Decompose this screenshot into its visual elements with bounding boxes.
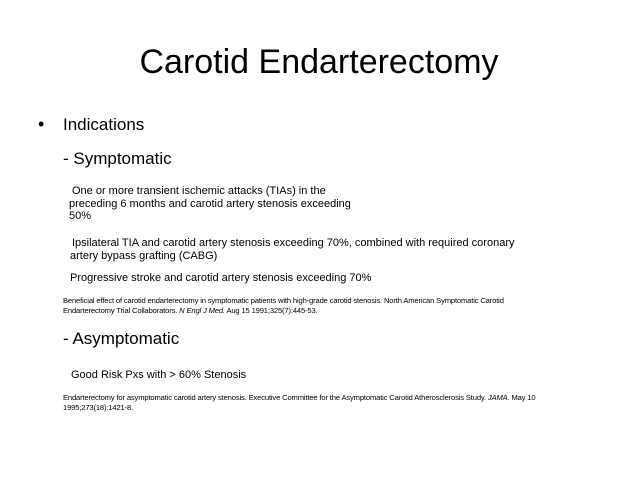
citation-line (63, 393, 536, 403)
item-line: One or more transient ischemic attacks (TIAs) in the (72, 185, 326, 197)
citation-journal: N Engl J Med. (179, 306, 225, 315)
item-line: preceding 6 months and carotid artery stenosis exceeding (69, 197, 351, 210)
item-line: artery bypass grafting (CABG) (70, 249, 218, 262)
item-line: Progressive stroke and carotid artery stenosis exceeding 70% (70, 272, 372, 284)
citation-journal: JAMA. (487, 393, 510, 402)
citation-text: May 10 (509, 393, 536, 402)
symptomatic-item-1 (69, 185, 351, 223)
citation-line: 1995;273(18):1421-8. (63, 403, 134, 412)
item-line: 50% (69, 210, 92, 222)
item-line: Ipsilateral TIA and carotid artery stenosis exceeding 70%, combined with required coronary (72, 237, 515, 249)
symptomatic-citation (63, 296, 504, 316)
asymptomatic-heading: - Asymptomatic (63, 329, 180, 348)
citation-line: Beneficial effect of carotid endarterectomy in symptomatic patients with high-grade carotid stenosis. North American Symptomatic Carotid (63, 296, 504, 305)
asymptomatic-citation (63, 393, 536, 413)
item-line: Good Risk Pxs with > 60% Stenosis (71, 369, 247, 381)
citation-text: Endarterectomy Trial Collaborators. (63, 306, 180, 315)
symptomatic-item-2 (72, 237, 514, 262)
citation-text: Aug 15 1991;325(7):445-53. (224, 306, 318, 315)
indications-label: Indications (63, 115, 145, 134)
symptomatic-heading: - Symptomatic (63, 149, 172, 168)
asymptomatic-item-1 (71, 369, 246, 382)
symptomatic-item-3 (70, 272, 371, 285)
slide-title: Carotid Endarterectomy (139, 43, 499, 81)
citation-text: Endarterectomy for asymptomatic carotid artery stenosis. Executive Committee for the Asymptomatic Carotid Atherosclerosis Study. (63, 393, 488, 402)
citation-line (63, 306, 504, 316)
bullet-icon: • (38, 114, 45, 134)
